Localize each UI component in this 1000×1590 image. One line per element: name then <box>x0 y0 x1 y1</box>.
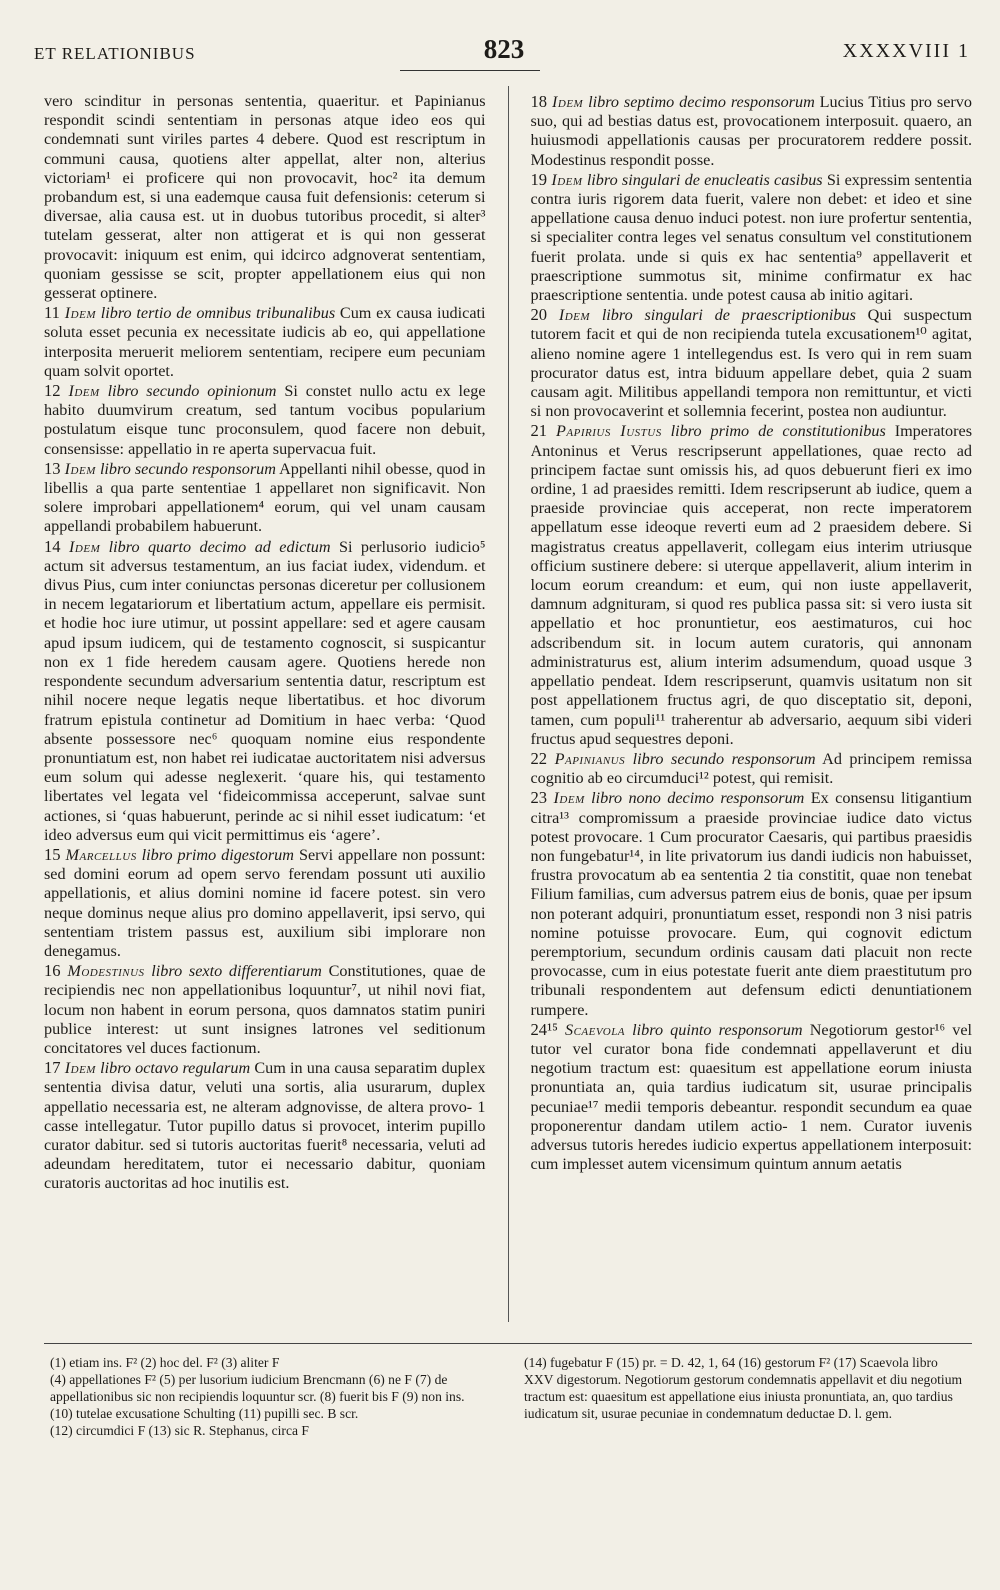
paragraph-13 <box>44 459 486 537</box>
fragment-author: Idem <box>64 459 96 478</box>
fragment-text: Ex consensu litigantium citra¹³ compromissum a praeside provinciae iudice dato victus potest provocare. 1 Cum procurator Caesaris, qui partibus praesidis non fungebatur¹⁴, in lite privatorum ius dandi iudicis non habuisset, frustra provocatum ab ea sententia 2 tia constitit, quae non tenebat Filium familias, cum adversus patrem eius de bonis, quae per ipsum non poterant adquiri, pronuntiatum esset, respondi non 3 nisi patris nomine potuisse provocare. Eum, qui cognovit edictum peremptorium, secundum ordinis causam dati placuit non recte provocasse, cum in eius potestate fuerit ante diem praestitutum pro tribunali respondentem aut defensum edicti denuntiationem rumpere. <box>530 789 972 1019</box>
fragment-author: Idem <box>68 382 100 401</box>
fragment-text: Constitutiones, quae de recipiendis nec non appellationibus loquuntur⁷, ut nihil novi fiat, locum non habent in eorum persona, quos damnatos statim puniri publice interest: ut sunt insignes latrones vel seditionum concitatores vel duces factionum. <box>44 962 486 1057</box>
paragraph-20 <box>531 305 973 421</box>
column-right <box>531 92 973 1324</box>
fragment-number: 13 <box>44 458 61 478</box>
fragment-author: Idem <box>69 537 101 556</box>
fragment-source: libro primo de constitutionibus <box>670 422 886 441</box>
fragment-source: libro septimo decimo responsorum <box>588 93 815 111</box>
fragment-author: Idem <box>64 304 96 323</box>
fragment-number: 24¹⁵ <box>530 1019 558 1039</box>
footnote-line: (4) appellationes F² (5) per lusorium iudicium Brencmann (6) ne F (7) de appellationibus sic non recipiendis loquuntur scr. (8) fuerit bis F (9) non ins. <box>50 1372 465 1404</box>
fragment-source: libro secundo responsorum <box>99 459 276 478</box>
fragment-text: Imperatores Antoninus et Verus rescripserunt appellationes, quae recto ad principem factae sunt omissis his, ad quos debuerunt fieri ex imo ordine, 1 ad praesides remitti. Idem rescripserunt ab iudice, quem a praeside provinciae quis acceperat, non recte imperatorem appellatum esse ideoque reverti eum ad 2 praesidem debere. Si magistratus creatus appellaverit, collegam eius interim utriusque officium sustinere debere: si uterque appellaverit, alium interim in locum eorum creandum: et eum, qui non iuste appellaverit, damnum adgnituram, si quod res publica passa sit: si vero iusta sit appellatio et hoc pronuntietur, eos aestimaturos, cui hoc adscribendum sit. in locum autem curatoris, qui annonam administraturus est, alium interim adsumendum, quoad usque 3 appellatio pendeat. Idem rescripserunt, quamvis usitatum non sit post appellationem fructus agri, de quo disceptatio sit, deponi, tamen, cum populi¹¹ traherentur ab adversario, aequum sibi videri fructus apud sequestres deponi. <box>530 422 972 748</box>
fragment-number: 22 <box>530 748 548 768</box>
column-left <box>44 92 486 1324</box>
fragment-source: libro quarto decimo ad edictum <box>108 537 331 556</box>
page-number: 823 <box>483 34 525 64</box>
fragment-text: Cum in una causa separatim duplex sententia divisa datur, veluti una sortis, alia usurarum, duplex appellatio necessaria est, ne alteram adgnovisse, de altera provo- 1 casse intellegatur. Tutor pupillo datus si provocet, interim pupillo curator dabitur. sed si tutoris auctoritas fuerit⁸ necessaria, veluti ad adeundam hereditatem, tutor ei necessario dabitur, quoniam curatoris auctoritas ad hoc inutilis est. <box>44 1059 486 1193</box>
fragment-author: Idem <box>64 1059 96 1078</box>
fragment-author: Papinianus <box>554 749 626 768</box>
paragraph-21 <box>531 421 973 748</box>
paragraph-15 <box>44 845 486 961</box>
fragment-number: 19 <box>530 169 548 189</box>
fragment-text: Si expressim sententia contra iuris rigorem data fuerit, valere non debet: et ideo et sine appellatione causa denuo induci potest. non iure profertur sententia, si specialiter contra leges vel senatus consultum vel constitutionem fuerit prolata. unde si quis ex hac sententia⁹ appellaverit et praescriptione summotus sit, minime confirmatur ex hac praescriptione sententia. unde potest causa ab initio agitari. <box>530 170 972 305</box>
fragment-number: 12 <box>44 381 61 401</box>
footnote-line: (10) tutelae excusatione Schulting (11) pupilli sec. B scr. <box>50 1406 359 1421</box>
paragraph-continued: vero scinditur in personas sententia, quaeritur. et Papinianus respondit scindi sententiam in personas atque ideo eos qui condemnati sunt viriles partes 4 debere. Quod est rescriptum in communi causa, quotiens alter appellat, alter non, alterius victoriam¹ ei proficere qui non provocavit, hoc² ita demum probandum est, si una eademque causa fuit defensionis: ceterum si diversae, alia causa est. ut in duobus tutoribus procedit, si alter³ tutelam gesserat, alter non attigerat et is qui non gesserat provocavit: iniquum est enim, qui idcirco adgnoverat sententiam, quoniam gessisse se scit, propter appellationem eius qui non gesserat optinere. <box>44 92 486 303</box>
fragment-author: Papirius Iustus <box>556 422 662 441</box>
footnotes-left <box>50 1354 496 1439</box>
fragment-text: Servi appellare non possunt: sed domini eorum ad opem servo ferendam possunt uti auxilio appellationis, et alius domini nomine id facere potest. sin vero neque dominus neque alius pro domino appellaverit, ipsi servo, qui sententiam tristem passus est, auxilium sibi implorare non denegamus. <box>44 845 486 960</box>
paragraph-22 <box>531 749 973 788</box>
fragment-number: 21 <box>530 421 548 441</box>
fragment-source: libro quinto responsorum <box>632 1020 803 1039</box>
header-right-title: XXXXVIII 1 <box>842 40 970 62</box>
fragment-author: Idem <box>558 306 591 325</box>
header-left-title: ET RELATIONIBUS <box>34 44 196 63</box>
fragment-text: Lucius Titius pro servo suo, qui ad bestias datus est, provocationem interposuit. quaero, an huiusmodi appellationis causas per procuratorem reddere possit. Modestinus respondit posse. <box>530 93 972 169</box>
fragment-number: 16 <box>44 961 61 981</box>
fragment-source: libro singulari de enucleatis casibus <box>586 170 823 189</box>
footnote-rule <box>44 1343 972 1344</box>
footnote-line: (1) etiam ins. F² (2) hoc del. F² (3) aliter F <box>50 1355 280 1370</box>
fragment-source: libro sexto differentiarum <box>151 962 322 981</box>
paragraph-23 <box>531 788 973 1019</box>
fragment-author: Idem <box>552 93 584 111</box>
text-columns <box>44 92 972 1324</box>
fragment-author: Modestinus <box>67 962 145 981</box>
fragment-text: Ad principem remissa cognitio ab eo circumduci¹² potest, qui remisit. <box>530 749 972 788</box>
paragraph-16 <box>44 961 486 1058</box>
fragment-source: libro secundo responsorum <box>632 749 816 768</box>
fragment-number: 20 <box>530 305 548 325</box>
fragment-text: Qui suspectum tutorem facit et qui de non recipienda tutela excusationem¹⁰ agitat, alieno nomine agere 1 intellegendus est. Is vero qui in rem suam procurator datus est, intra biduum appellare debet, quia 2 suam causam agit. Militibus appellandi tempora non remittuntur, et victi si non provocaverint et sollemnia fecerint, postea non audiuntur. <box>530 306 972 421</box>
fragment-number: 18 <box>530 92 548 111</box>
column-divider <box>508 86 509 1322</box>
footnote-line: (12) circumdici F (13) sic R. Stephanus, circa F <box>50 1423 309 1438</box>
fragment-text: Si perlusorio iudicio⁵ actum sit adversus testamentum, an ius faciat iudex, videndum. et divus Pius, cum inter coniunctas personas diceretur per collusionem in necem legatariorum et libertatium actum, appellare eis permisit. et hodie hoc iure utimur, ut possint appellare: sed et agere causam apud ipsum iudicem, qui de testamento cognoscit, si suspicantur non ex 1 fide heredem causam agere. Quotiens herede non respondente secundum adversarium sententia datur, rescriptum est nihil nocere neque legatis neque libertatibus. et hoc divorum fratrum epistula continetur ad Domitium in haec verba: ‘Quod absente possessore nec⁶ quoquam nomine eius respondente pronuntiatum est, non habet rei iudicatae auctoritatem nisi adversus eum solum qui adesse neglexerit. ‘quare his, qui testamento libertates vel legata vel ‘fideicommissa acceperunt, salvae sunt actiones, si ‘quas habuerunt, perinde ac si nihil esset iudicatum: ‘et ideo adversus eum qui vicit permittimus eis ‘agere’. <box>44 537 486 844</box>
fragment-author: Scaevola <box>564 1020 626 1039</box>
fragment-number: 23 <box>530 788 548 808</box>
fragment-source: libro octavo regularum <box>100 1059 251 1078</box>
fragment-source: libro secundo opinionum <box>107 382 277 401</box>
paragraph-19 <box>531 170 973 305</box>
fragment-number: 11 <box>44 303 60 323</box>
fragment-text: Si constet nullo actu ex lege habito duumvirum creatum, sed tantum vocibus popularium postulatum eisque tunc proconsulem, quod facere non debuit, consensisse: appellatio in re aperta supervacua fuit. <box>44 382 486 458</box>
paragraph-14 <box>44 537 486 845</box>
footnotes-right <box>524 1354 970 1439</box>
header-rule <box>400 70 540 71</box>
paragraph-17 <box>44 1058 486 1193</box>
fragment-author: Idem <box>551 170 583 189</box>
fragment-source: libro nono decimo responsorum <box>591 789 805 808</box>
fragment-text: Appellanti nihil obesse, quod in libellis a qua parte sententiae 1 appellaret non significavit. Non solere improbari appellationem⁴ eorum, qui vel unam causam appellandi probabilem habuerunt. <box>44 459 486 536</box>
fragment-text: Cum ex causa iudicati soluta esset pecunia ex necessitate iudicis ab eo, qui appellatione interposita meruerit meliorem sententiam, recipere eum pecuniam quam solvit oportet. <box>44 304 486 380</box>
paragraph-24 <box>531 1020 973 1175</box>
fragment-text: Negotiorum gestor¹⁶ vel tutor vel curator bona fide condemnati appellaverunt et diu negotium tractum est: quaesitum est appellatione eorum iniusta pronuntiata an, quia tardius iudicatum sit, usurae principalis pecuniae¹⁷ medii temporis debeantur. respondit secundum ea quae proponerentur dandam utilem actio- 1 nem. Curator iuvenis adversus tutoris heredes iudicio expertus appellationem interposuit: cum implesset autem vicensimum quintum annum aetatis <box>530 1020 972 1174</box>
fragment-author: Marcellus <box>65 845 137 864</box>
fragment-number: 14 <box>44 536 61 556</box>
footnotes <box>50 1354 970 1439</box>
fragment-source: libro primo digestorum <box>141 845 294 864</box>
paragraph-18 <box>531 92 973 170</box>
running-header <box>30 34 978 74</box>
fragment-number: 17 <box>44 1058 61 1078</box>
fragment-author: Idem <box>553 789 585 808</box>
fragment-source: libro tertio de omnibus tribunalibus <box>100 304 336 323</box>
paragraph-12 <box>44 381 486 459</box>
fragment-source: libro singulari de praescriptionibus <box>601 306 856 325</box>
paragraph-11 <box>44 303 486 381</box>
fragment-number: 15 <box>44 844 61 864</box>
footnote-line: (14) fugebatur F (15) pr. = D. 42, 1, 64 (16) gestorum F² (17) Scaevola libro XXV digestorum. Negotiorum gestorum condemnatis appellavit et diu negotium tractum est: quaesitum est appellatione eius iniusta pronuntiata, an, quo tardius iudicatum sit, usurae pecuniae in condemnatum deductae D. l. gem. <box>524 1355 963 1421</box>
